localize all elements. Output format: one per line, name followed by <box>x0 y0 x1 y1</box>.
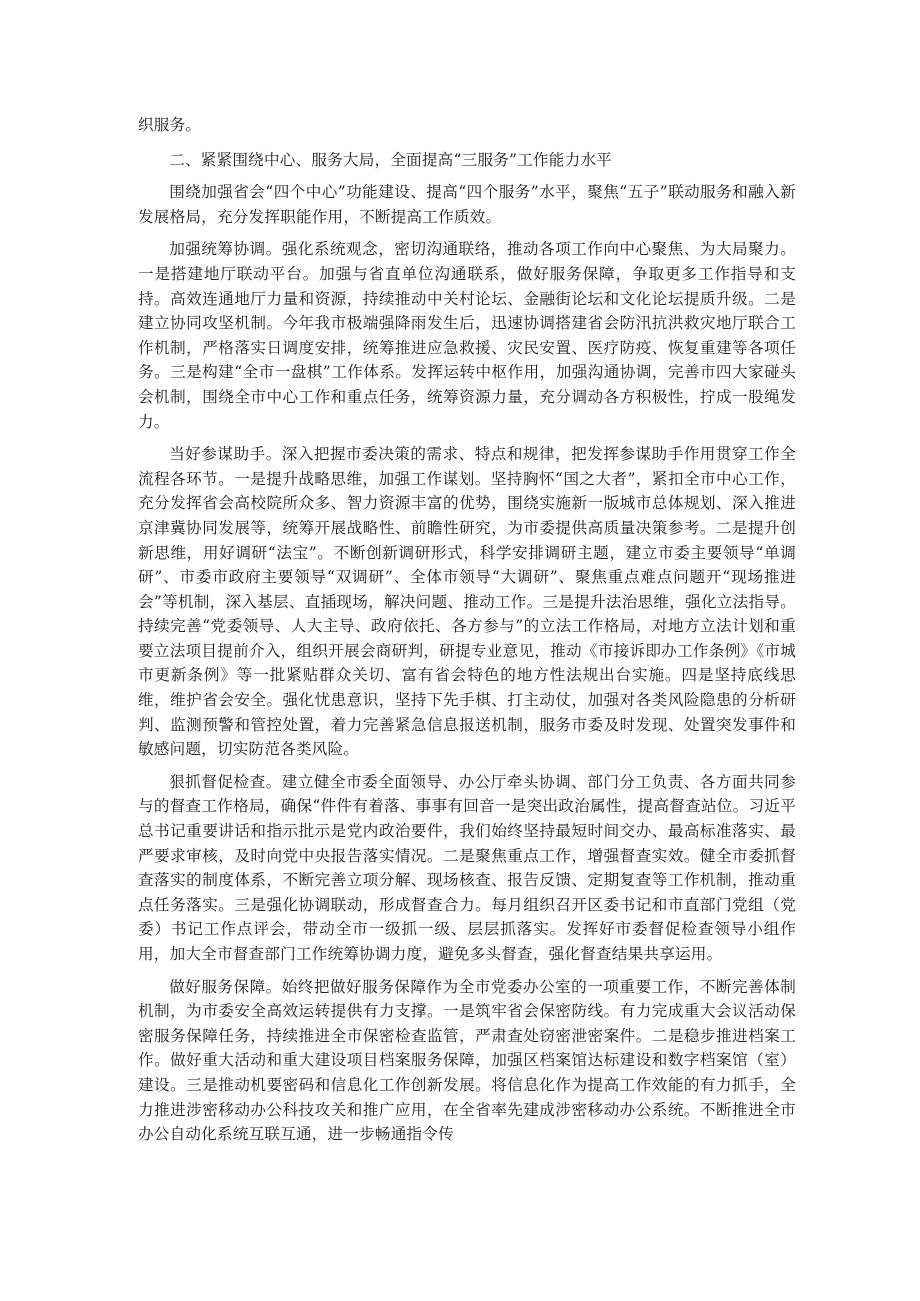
intro-paragraph: 围绕加强省会“四个中心”功能建设、提高“四个服务”水平，聚焦“五子”联动服务和融入新发展格局，充分发挥职能作用，不断提高工作质效。 <box>138 183 796 226</box>
paragraph-supervision: 狠抓督促检查。建立健全市委全面领导、办公厅牵头协调、部门分工负责、各方面共同参与的督查工作格局，确保“件件有着落、事事有回音一是突出政治属性，提高督查站位。习近平总书记重要讲话和指示批示是党内政治要件，我们始终坚持最短时间交办、最高标准落实、最严要求审核，及时向党中央报告落实情况。二是聚焦重点工作，增强督查实效。健全市委抓督查落实的制度体系，不断完善立项分解、现场核查、报告反馈、定期复查等工作机制，推动重点任务落实。三是强化协调联动，形成督查合力。每月组织召开区委书记和市直部门党组（党委）书记工作点评会，带动全市一级抓一级、层层抓落实。发挥好市委督促检查领导小组作用，加大全市督查部门工作统筹协调力度，避免多头督查，强化督查结果共享运用。 <box>138 772 796 963</box>
continuation-text: 织服务。 <box>138 116 202 134</box>
document-page <box>138 113 796 1147</box>
paragraph-coordination: 加强统筹协调。强化系统观念，密切沟通联络，推动各项工作向中心聚焦、为大局聚力。一是搭建地厅联动平台。加强与省直单位沟通联系，做好服务保障，争取更多工作指导和支持。高效连通地厅力量和资源，持续推动中关村论坛、金融街论坛和文化论坛提质升级。二是建立协同攻坚机制。今年我市极端强降雨发生后，迅速协调搭建省会防汛抗洪救灾地厅联合工作机制，严格落实日调度安排，统筹推进应急救援、灾民安置、医疗防疫、恢复重建等各项任务。三是构建“全市一盘棋”工作体系。发挥运转中枢作用，加强沟通协调，完善市四大家碰头会机制，围绕全市中心工作和重点任务，统筹资源力量，充分调动各方积极性，拧成一股绳发力。 <box>138 240 796 431</box>
paragraph-advisory: 当好参谋助手。深入把握市委决策的需求、特点和规律，把发挥参谋助手作用贯穿工作全流程各环节。一是提升战略思维，加强工作谋划。坚持胸怀“国之大者”，紧扣全市中心工作，充分发挥省会高校院所众多、智力资源丰富的优势，围绕实施新一版城市总体规划、深入推进京津冀协同发展等，统筹开展战略性、前瞻性研究，为市委提供高质量决策参考。二是提升创新思维，用好调研“法宝”。不断创新调研形式，科学安排调研主题，建立市委主要领导“单调研”、市委市政府主要领导“双调研”、全体市领导“大调研”、聚焦重点难点问题开“现场推进会”等机制，深入基层、直插现场，解决问题、推动工作。三是提升法治思维，强化立法指导。持续完善“党委领导、人大主导、政府依托、各方参与”的立法工作格局，对地方立法计划和重要立法项目提前介入，组织开展会商研判，研提专业意见，推动《市接诉即办工作条例》《市城市更新条例》等一批紧贴群众关切、富有省会特色的地方性法规出台实施。四是坚持底线思维，维护省会安全。强化忧患意识，坚持下先手棋、打主动仗，加强对各类风险隐患的分析研判、监测预警和管控处置，着力完善紧急信息报送机制，服务市委及时发现、处置突发事件和敏感问题，切实防范各类风险。 <box>138 445 796 759</box>
paragraph-service: 做好服务保障。始终把做好服务保障作为全市党委办公室的一项重要工作，不断完善体制机制，为市委安全高效运转提供有力支撑。一是筑牢省会保密防线。有力完成重大会议活动保密服务保障任务，持续推进全市保密检查监管，严肃查处窃密泄密案件。二是稳步推进档案工作。做好重大活动和重大建设项目档案服务保障，加强区档案馆达标建设和数字档案馆（室）建设。三是推动机要密码和信息化工作创新发展。将信息化作为提高工作效能的有力抓手，全力推进涉密移动办公科技攻关和推广应用，在全省率先建成涉密移动办公系统。不断推进全市办公自动化系统互联互通，进一步畅通指令传 <box>138 977 796 1144</box>
section-heading: 二、紧紧围绕中心、服务大局，全面提高“三服务”工作能力水平 <box>169 150 612 169</box>
